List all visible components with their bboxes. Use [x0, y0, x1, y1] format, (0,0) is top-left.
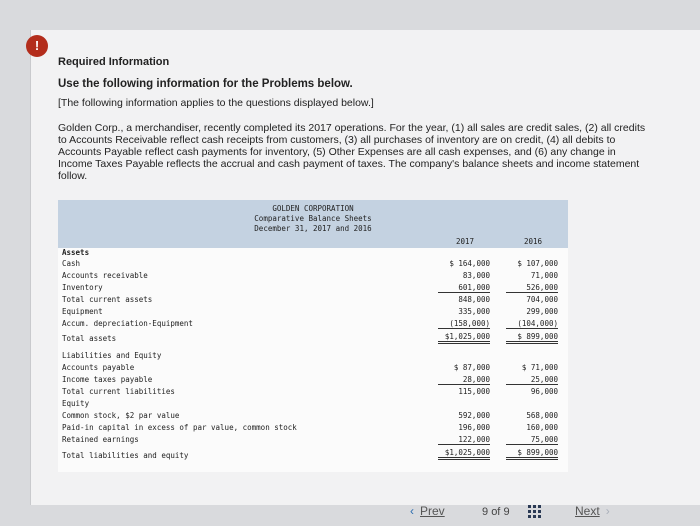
value-2016: 25,000 — [506, 375, 558, 385]
instructions-heading: Use the following information for the Problems below. — [58, 78, 353, 90]
row-label: Total current assets — [62, 295, 153, 304]
value-2017: 848,000 — [458, 295, 490, 304]
value-2016: 71,000 — [530, 271, 558, 280]
next-button[interactable] — [575, 504, 610, 518]
value-2017: 83,000 — [462, 271, 490, 280]
value-2016: 299,000 — [526, 307, 558, 316]
row-label: Total current liabilities — [62, 387, 175, 396]
chevron-right-icon: › — [605, 504, 610, 518]
row-label: Cash — [62, 259, 81, 268]
grid-icon[interactable] — [528, 505, 542, 519]
value-2017: 592,000 — [458, 411, 490, 420]
value-2016: 526,000 — [506, 283, 558, 293]
row-label: Equipment — [62, 307, 103, 316]
value-2017: $ 87,000 — [453, 363, 490, 372]
value-2017: 122,000 — [438, 435, 490, 445]
value-2016: 704,000 — [526, 295, 558, 304]
value-2017: 196,000 — [458, 423, 490, 432]
problem-description: Golden Corp., a merchandiser, recently completed its 2017 operations. For the year, (1) all sales are credit sales, (2) all credits to Accounts Receivable reflect cash receipts from customers, (3) all purchases of inventory are on credit, (4) all debits to Accounts Payable reflect cash payments for inventory, (5) Other Expenses are all cash expenses, and (6) any change in Income Taxes Payable reflects the accrual and cash payment of taxes. The company's balance sheets and income statement follow. — [58, 122, 646, 182]
balance-sheet-header — [58, 200, 568, 233]
row-label: Assets — [62, 248, 90, 257]
applies-note: [The following information applies to the questions displayed below.] — [58, 97, 374, 109]
value-2016: (104,000) — [506, 319, 558, 329]
row-label: Accum. depreciation-Equipment — [62, 319, 193, 328]
column-header-band — [58, 233, 568, 248]
value-2016: $ 899,000 — [506, 448, 558, 460]
value-2017: $1,025,000 — [438, 448, 490, 460]
statement-title: Comparative Balance Sheets — [254, 214, 372, 223]
company-name: GOLDEN CORPORATION — [272, 204, 354, 213]
row-label: Accounts payable — [62, 363, 135, 372]
next-label: Next — [575, 504, 600, 518]
statement-date: December 31, 2017 and 2016 — [254, 224, 372, 233]
value-2016: 160,000 — [526, 423, 558, 432]
value-2016: 75,000 — [506, 435, 558, 445]
value-2017: (158,000) — [438, 319, 490, 329]
row-label: Common stock, $2 par value — [62, 411, 180, 420]
row-label: Accounts receivable — [62, 271, 148, 280]
row-label: Total assets — [62, 334, 117, 343]
value-2016: $ 899,000 — [506, 332, 558, 344]
value-2017: 115,000 — [458, 387, 490, 396]
required-information-title: Required Information — [58, 56, 170, 68]
alert-icon: ! — [26, 35, 48, 57]
value-2016: $ 107,000 — [517, 259, 558, 268]
current-page: 9 — [482, 506, 489, 518]
column-2016-header: 2016 — [524, 237, 543, 246]
total-pages: 9 — [503, 506, 510, 518]
value-2016: $ 71,000 — [521, 363, 558, 372]
prev-label: Prev — [420, 504, 445, 518]
prev-button[interactable] — [410, 504, 445, 518]
row-label: Retained earnings — [62, 435, 139, 444]
row-label: Inventory — [62, 283, 103, 292]
value-2017: $ 164,000 — [449, 259, 490, 268]
value-2017: 335,000 — [458, 307, 490, 316]
balance-sheet-body — [58, 248, 568, 472]
value-2017: 28,000 — [438, 375, 490, 385]
page-indicator — [482, 506, 510, 518]
row-label: Paid-in capital in excess of par value, common stock — [62, 423, 297, 432]
column-2017-header: 2017 — [456, 237, 475, 246]
page-of: of — [491, 506, 501, 518]
chevron-left-icon: ‹ — [410, 504, 414, 518]
value-2016: 568,000 — [526, 411, 558, 420]
balance-sheet-table — [58, 200, 568, 475]
column-headers — [58, 233, 568, 248]
value-2017: 601,000 — [438, 283, 490, 293]
row-label: Income taxes payable — [62, 375, 153, 384]
value-2016: 96,000 — [530, 387, 558, 396]
row-label: Liabilities and Equity — [62, 351, 162, 360]
value-2017: $1,025,000 — [438, 332, 490, 344]
row-label: Total liabilities and equity — [62, 451, 189, 460]
row-label: Equity — [62, 399, 90, 408]
